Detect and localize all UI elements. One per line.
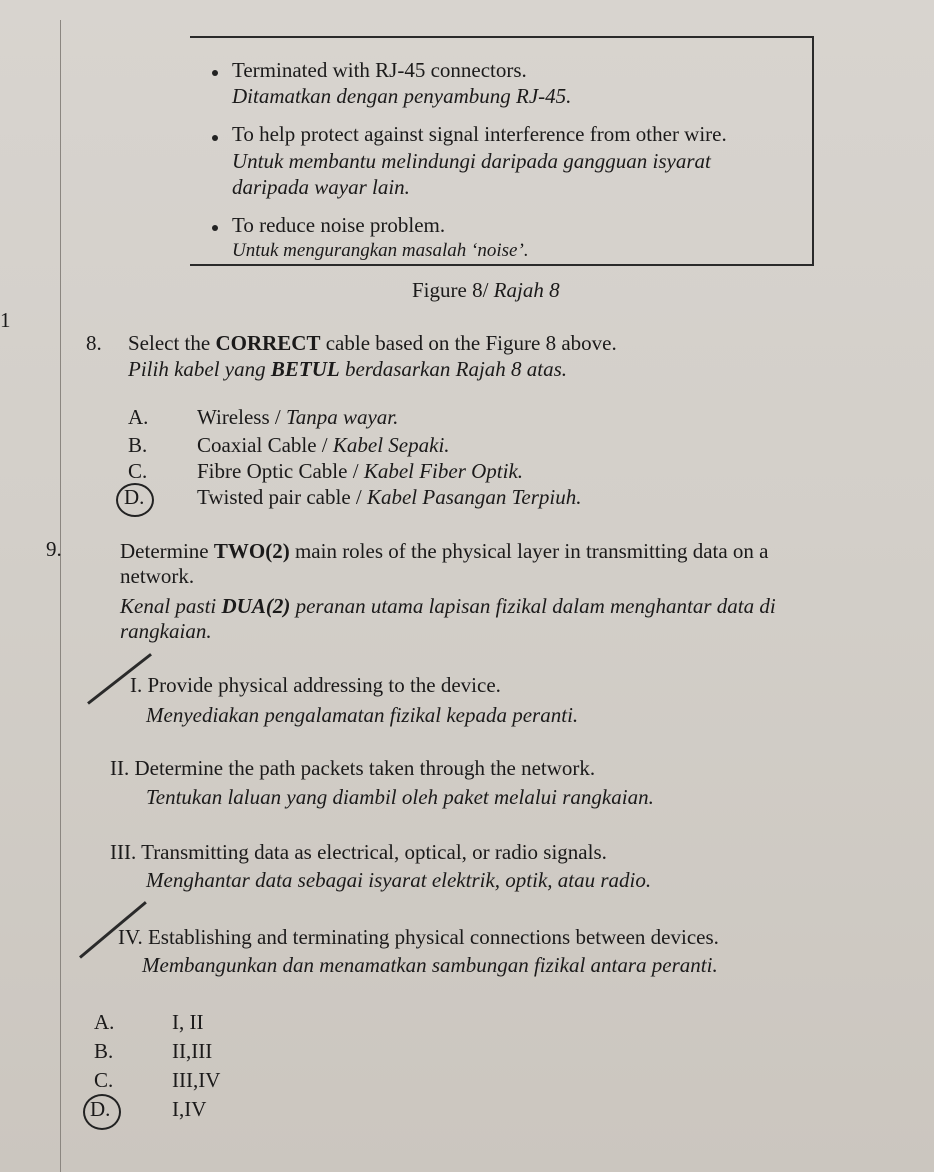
q9-question-en xyxy=(120,539,769,564)
q9-option-c-letter: C. xyxy=(94,1068,114,1092)
q8-ms-pre: Pilih kabel yang xyxy=(128,357,271,381)
q9-statement-1-en: I. Provide physical addressing to the device. xyxy=(130,673,501,697)
q9-statement-3-ms: Menghantar data sebagai isyarat elektrik, optik, atau radio. xyxy=(146,868,652,892)
q8-en-pre: Select the xyxy=(128,331,216,355)
bullet-icon xyxy=(212,225,218,231)
figure-bullet-2-ms-line1: Untuk membantu melindungi daripada gangguan isyarat xyxy=(232,149,711,173)
q9-statement-3-en: III. Transmitting data as electrical, optical, or radio signals. xyxy=(110,840,607,864)
q8-option-a-ms: Tanpa wayar. xyxy=(285,405,399,429)
bullet-icon xyxy=(212,70,218,76)
q8-option-a-letter: A. xyxy=(128,405,149,429)
q9-ms-pre: Kenal pasti xyxy=(120,594,222,618)
margin-mark: 1 xyxy=(0,308,11,332)
q8-number: 8. xyxy=(86,331,102,355)
q8-en-bold: CORRECT xyxy=(215,331,321,355)
q9-statement-2-en: II. Determine the path packets taken through the network. xyxy=(110,756,596,780)
figure-bullet-1-ms: Ditamatkan dengan penyambung RJ-45. xyxy=(232,84,572,108)
q9-option-b-text: II,III xyxy=(172,1039,213,1063)
figure-bullet-2-ms-line2: daripada wayar lain. xyxy=(232,175,410,199)
q9-statement-4-en: IV. Establishing and terminating physical connections between devices. xyxy=(118,925,719,949)
q9-ms-bold: DUA(2) xyxy=(221,594,291,618)
q9-statement-1-ms: Menyediakan pengalamatan fizikal kepada peranti. xyxy=(146,703,579,727)
figure-caption xyxy=(412,278,560,303)
q8-option-d xyxy=(197,485,581,510)
figure-caption-ms: Rajah 8 xyxy=(493,278,560,302)
q9-en-bold: TWO(2) xyxy=(213,539,290,563)
q8-question-en xyxy=(128,331,617,356)
q8-ms-bold: BETUL xyxy=(270,357,340,381)
q8-option-d-letter: D. xyxy=(124,485,145,509)
q9-ms-post: peranan utama lapisan fizikal dalam menghantar data di xyxy=(290,594,776,618)
q8-ms-post: berdasarkan Rajah 8 atas. xyxy=(339,357,568,381)
figure-bullet-1-en: Terminated with RJ-45 connectors. xyxy=(232,58,527,82)
figure-caption-en: Figure 8/ xyxy=(412,278,494,302)
q8-question-ms xyxy=(128,357,567,382)
q9-option-d-text: I,IV xyxy=(172,1097,207,1121)
q9-number: 9. xyxy=(46,537,62,561)
q8-option-c-en: Fibre Optic Cable / xyxy=(197,459,364,483)
q8-option-c-letter: C. xyxy=(128,459,148,483)
q8-option-b xyxy=(197,433,450,458)
q9-option-c-text: III,IV xyxy=(172,1068,221,1092)
q9-question-en-line2: network. xyxy=(120,564,195,588)
figure-bullet-3-en: To reduce noise problem. xyxy=(232,213,446,237)
q9-question-ms-line2: rangkaian. xyxy=(120,619,212,643)
figure-bullet-2-en: To help protect against signal interference from other wire. xyxy=(232,122,727,146)
q8-option-b-letter: B. xyxy=(128,433,148,457)
q8-option-c xyxy=(197,459,523,484)
q8-option-b-ms: Kabel Sepaki. xyxy=(332,433,450,457)
q8-en-post: cable based on the Figure 8 above. xyxy=(320,331,617,355)
q9-question-ms xyxy=(120,594,776,619)
q8-option-d-ms: Kabel Pasangan Terpiuh. xyxy=(366,485,582,509)
bullet-icon xyxy=(212,135,218,141)
q9-option-d-letter: D. xyxy=(90,1097,111,1121)
q9-en-post: main roles of the physical layer in transmitting data on a xyxy=(289,539,769,563)
q9-statement-4-ms: Membangunkan dan menamatkan sambungan fizikal antara peranti. xyxy=(142,953,718,977)
q8-option-a-en: Wireless / xyxy=(197,405,286,429)
q9-statement-2-ms: Tentukan laluan yang diambil oleh paket melalui rangkaian. xyxy=(146,785,654,809)
q8-option-a xyxy=(197,405,398,430)
q9-en-pre: Determine xyxy=(120,539,214,563)
q9-option-a-text: I, II xyxy=(172,1010,204,1034)
q9-option-a-letter: A. xyxy=(94,1010,115,1034)
margin-rule xyxy=(60,20,61,1172)
figure-bullet-3-ms: Untuk mengurangkan masalah ‘noise’. xyxy=(232,240,529,261)
q8-option-d-en: Twisted pair cable / xyxy=(197,485,367,509)
q9-option-b-letter: B. xyxy=(94,1039,114,1063)
q8-option-c-ms: Kabel Fiber Optik. xyxy=(363,459,524,483)
q8-option-b-en: Coaxial Cable / xyxy=(197,433,333,457)
